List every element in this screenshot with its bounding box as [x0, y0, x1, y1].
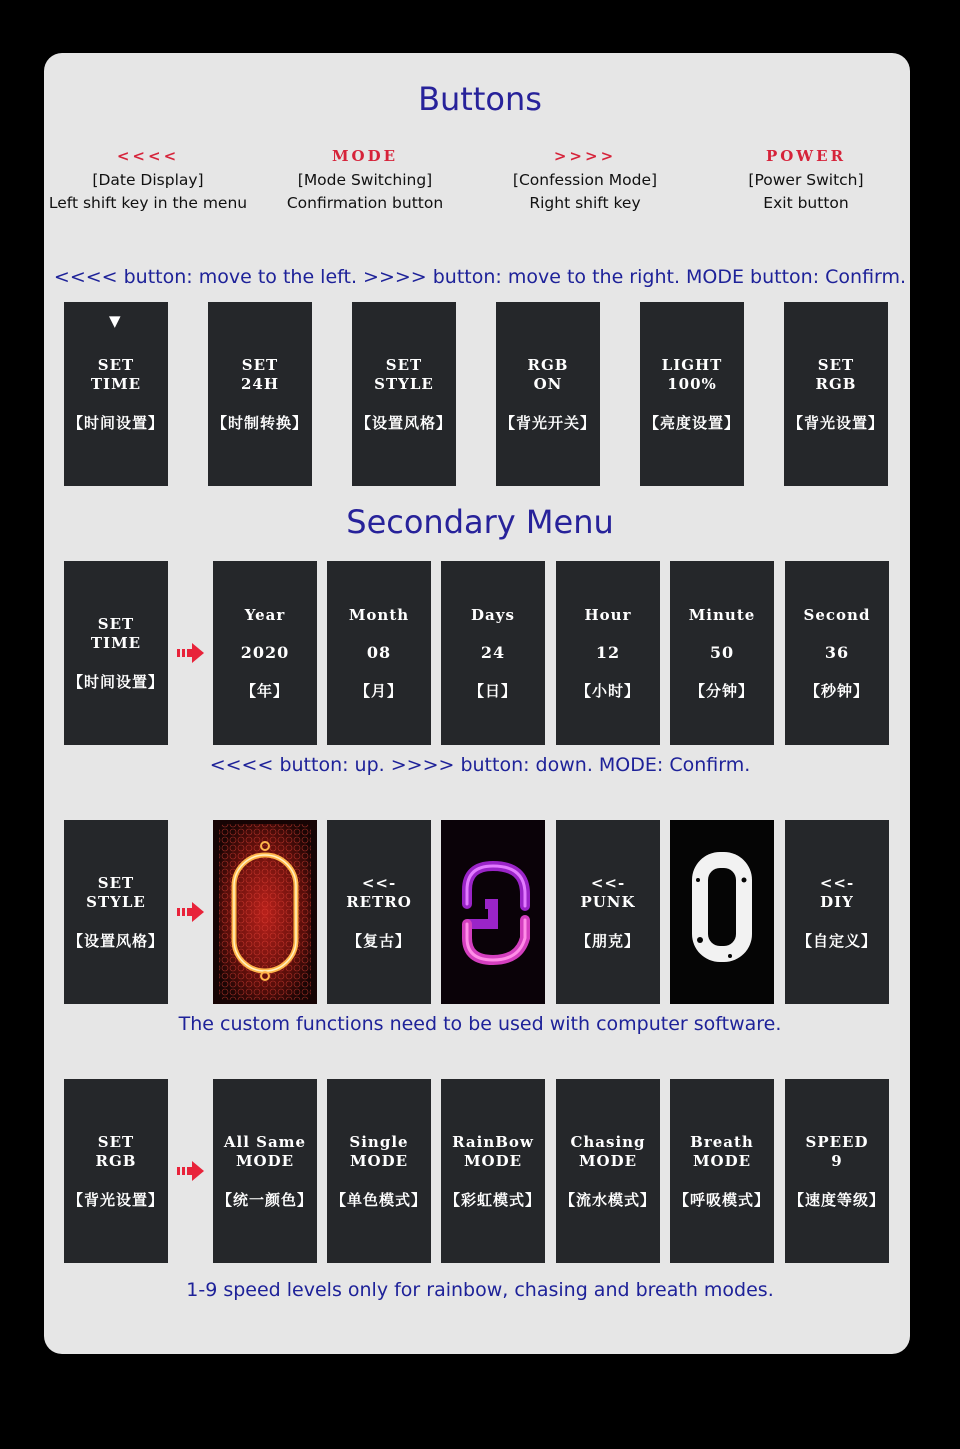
power-name: [Power Switch]: [748, 171, 864, 189]
rgb-tile-breath: [670, 1079, 774, 1263]
neon-digit-style-image: [441, 820, 545, 1004]
buttons-title: Buttons: [418, 80, 542, 118]
tile-chinese-label: 【单色模式】: [330, 1191, 427, 1209]
tile-line1: SET: [817, 356, 855, 374]
tile-chinese-label: 【背光设置】: [787, 414, 884, 432]
menu-tile-set-style: [352, 302, 456, 486]
tile-value: 12: [595, 643, 621, 662]
tile-line2: MODE: [235, 1152, 295, 1170]
tile-line1: SET: [97, 1133, 135, 1151]
menu-tile-set-time: [64, 302, 168, 486]
tile-chinese-label: 【秒钟】: [804, 682, 869, 700]
button-right-shift: [465, 147, 705, 215]
power-symbol: POWER: [765, 147, 847, 165]
tile-line1: <<-: [361, 874, 397, 892]
style-tile-diy: [785, 820, 889, 1004]
rgb-tile-rainbow: [441, 1079, 545, 1263]
tile-label: Minute: [688, 606, 756, 624]
tile-line2: STYLE: [374, 375, 434, 393]
tile-value: 36: [824, 643, 850, 662]
tile-label: Month: [348, 606, 410, 624]
tile-value: 2020: [240, 643, 290, 662]
tile-line2: MODE: [349, 1152, 409, 1170]
tile-label: Days: [471, 606, 515, 624]
tile-chinese-label: 【朋克】: [575, 932, 640, 950]
time-tile-minute: [670, 561, 774, 745]
tile-line1: <<-: [590, 874, 626, 892]
tile-label: Second: [803, 606, 871, 624]
menu-tile-set-24h: [208, 302, 312, 486]
mode-symbol: MODE: [331, 147, 399, 165]
tile-chinese-label: 【时制转换】: [211, 414, 308, 432]
mode-name: [Mode Switching]: [297, 171, 433, 189]
selected-triangle-icon: ▼: [109, 312, 121, 330]
tile-line1: Chasing: [570, 1133, 646, 1151]
arrow-right-icon: [177, 643, 205, 663]
arrow-right-icon: [177, 1161, 205, 1181]
tile-line2: RETRO: [346, 893, 412, 911]
tile-line2: ON: [533, 375, 563, 393]
tile-line2: MODE: [463, 1152, 523, 1170]
left-shift-symbol: <<<<: [116, 147, 180, 165]
rgb-tile-single: [327, 1079, 431, 1263]
time-tile-days: [441, 561, 545, 745]
left-shift-desc: Left shift key in the menu: [48, 194, 248, 212]
power-desc: Exit button: [763, 194, 849, 212]
time-tile-second: [785, 561, 889, 745]
rgb-menu-instructions: 1-9 speed levels only for rainbow, chasing and breath modes.: [186, 1279, 774, 1301]
tile-chinese-label: 【背光开关】: [499, 414, 596, 432]
tile-value: 50: [709, 643, 735, 662]
tile-line2: STYLE: [86, 893, 146, 911]
tile-value: 24: [480, 643, 506, 662]
tile-line2: 9: [831, 1152, 843, 1170]
tile-line2: 24H: [240, 375, 280, 393]
tile-line1: RainBow: [452, 1133, 534, 1151]
menu-tile-rgb-on: [496, 302, 600, 486]
tile-line1: SET: [97, 874, 135, 892]
style-tile-retro: [327, 820, 431, 1004]
tile-chinese-label: 【时间设置】: [67, 414, 164, 432]
tile-line1: Breath: [690, 1133, 754, 1151]
right-shift-desc: Right shift key: [529, 194, 641, 212]
tile-chinese-label: 【亮度设置】: [643, 414, 740, 432]
parent-tile-set-rgb: [64, 1079, 168, 1263]
button-power: [686, 147, 926, 215]
tile-line2: DIY: [820, 893, 854, 911]
style-menu-instructions: The custom functions need to be used with computer software.: [178, 1013, 782, 1035]
time-tile-year: [213, 561, 317, 745]
tile-chinese-label: 【年】: [240, 682, 289, 700]
arrow-right-icon: [177, 902, 205, 922]
button-mode: [245, 147, 485, 215]
right-shift-name: [Confession Mode]: [512, 171, 658, 189]
tile-chinese-label: 【背光设置】: [67, 1191, 164, 1209]
tile-line1: <<-: [819, 874, 855, 892]
tile-chinese-label: 【分钟】: [689, 682, 754, 700]
tile-chinese-label: 【速度等级】: [788, 1191, 885, 1209]
tile-line1: SET: [385, 356, 423, 374]
tile-chinese-label: 【统一颜色】: [216, 1191, 313, 1209]
tile-line2: RGB: [95, 1152, 137, 1170]
tile-line1: SET: [241, 356, 279, 374]
time-tile-month: [327, 561, 431, 745]
nixie-tube-style-image: [213, 820, 317, 1004]
tile-line1: SET: [97, 615, 135, 633]
menu-tile-set-rgb: [784, 302, 888, 486]
secondary-menu-title: Secondary Menu: [346, 503, 614, 541]
tile-line2: TIME: [90, 634, 142, 652]
tile-chinese-label: 【小时】: [575, 682, 640, 700]
rgb-tile-speed: [785, 1079, 889, 1263]
tile-line1: LIGHT: [661, 356, 723, 374]
button-left-shift: [28, 147, 268, 215]
tile-line2: MODE: [692, 1152, 752, 1170]
tile-chinese-label: 【设置风格】: [67, 932, 164, 950]
tile-line2: TIME: [90, 375, 142, 393]
tile-line2: MODE: [578, 1152, 638, 1170]
tile-chinese-label: 【时间设置】: [67, 673, 164, 691]
tile-line1: All Same: [223, 1133, 307, 1151]
time-menu-instructions: <<<< button: up. >>>> button: down. MODE: Confirm.: [209, 754, 751, 776]
rgb-tile-chasing: [556, 1079, 660, 1263]
tile-line1: SET: [97, 356, 135, 374]
tile-line2: 100%: [667, 375, 717, 393]
left-shift-name: [Date Display]: [92, 171, 204, 189]
tile-line2: PUNK: [580, 893, 636, 911]
tile-chinese-label: 【彩虹模式】: [444, 1191, 541, 1209]
main-menu-instructions: <<<< button: move to the left. >>>> button: move to the right. MODE button: Confirm.: [53, 266, 907, 288]
tile-line1: Single: [349, 1133, 409, 1151]
tile-chinese-label: 【呼吸模式】: [673, 1191, 770, 1209]
tile-chinese-label: 【月】: [354, 682, 403, 700]
parent-tile-set-time: [64, 561, 168, 745]
tile-value: 08: [366, 643, 392, 662]
tile-chinese-label: 【流水模式】: [559, 1191, 656, 1209]
mode-desc: Confirmation button: [286, 194, 444, 212]
time-tile-hour: [556, 561, 660, 745]
tile-label: Year: [244, 606, 286, 624]
rgb-tile-all-same: [213, 1079, 317, 1263]
tile-chinese-label: 【日】: [468, 682, 517, 700]
parent-tile-set-style: [64, 820, 168, 1004]
tile-label: Hour: [584, 606, 632, 624]
tile-line1: SPEED: [805, 1133, 869, 1151]
style-tile-punk: [556, 820, 660, 1004]
menu-tile-light: [640, 302, 744, 486]
tile-chinese-label: 【自定义】: [796, 932, 877, 950]
tile-line1: RGB: [527, 356, 569, 374]
tile-chinese-label: 【复古】: [346, 932, 411, 950]
punk-zero-style-image: [670, 820, 774, 1004]
tile-line2: RGB: [815, 375, 857, 393]
tile-chinese-label: 【设置风格】: [355, 414, 452, 432]
right-shift-symbol: >>>>: [553, 147, 617, 165]
